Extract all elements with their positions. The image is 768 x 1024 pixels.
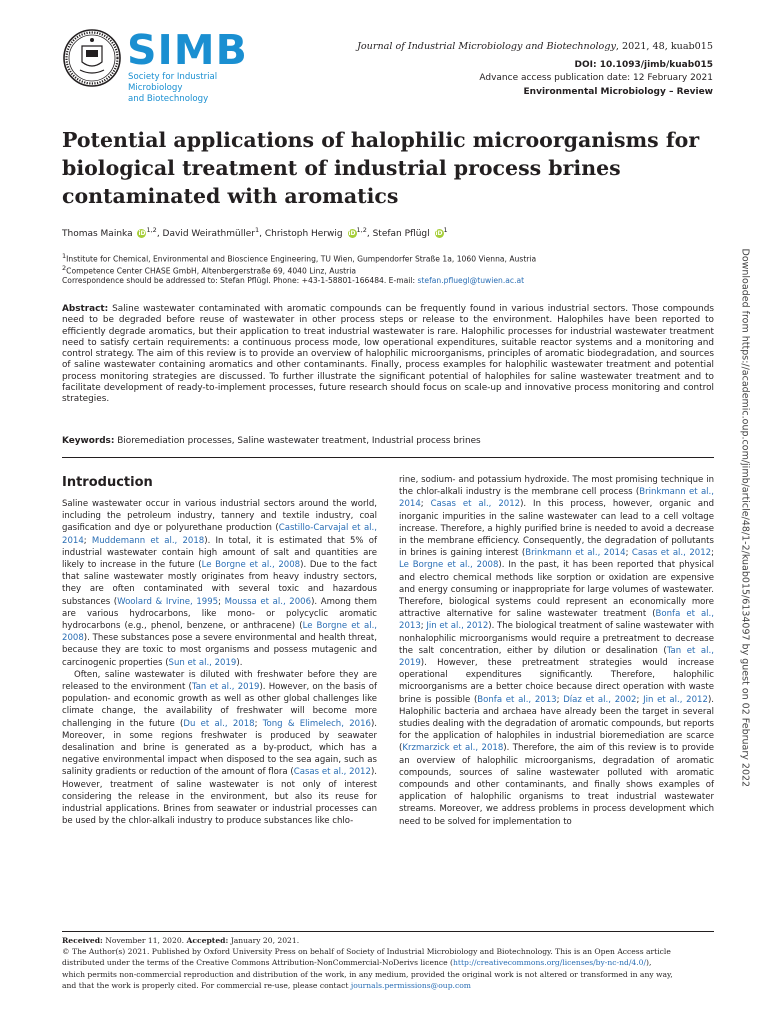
journal-citation bbox=[357, 40, 713, 53]
author-name[interactable]: David Weirathmüller bbox=[162, 229, 255, 239]
citation-link[interactable]: Tan et al., 2019 bbox=[191, 682, 260, 693]
footer-divider bbox=[62, 931, 714, 932]
license-line-4-text: and that the work is properly cited. For commercial re-use, please contact bbox=[62, 980, 351, 990]
abstract-text: Saline wastewater contaminated with aromatic compounds can be frequently found in various industrial sectors. Those compounds need to be degraded before reuse of wastewater in other process steps or release to the environment. Halophiles have been reported to efficiently degrade aromatics, but their application to treat industrial wastewater is rare. Halophilic processes for industrial wastewater treatment need to satisfy certain requirements: a continuous process mode, low operational expenditures, suitable reactor systems and a monitoring and control strategy. The aim of this review is to provide an overview of halophilic microorganisms, principles of aromatic biodegradation, and sources of saline wastewater containing aromatics and other contaminants. Finally, process examples for halophilic wastewater treatment and potential process monitoring strategies are discussed. To further illustrate the significant potential of halophiles for saline wastewater treatment and to facilitate development of ready-to-implement processes, future research should focus on scale-up and innovative process monitoring and control strategies. bbox=[62, 304, 714, 405]
body-paragraph: Often, saline wastewater is diluted with freshwater before they are released to the environment (Tan et al., 2019). However, on the basis of population- and economic growth as well as other global challenges like climate change, the availability of freshwater will become more challenging in the future (Du et al., 2018; Tong & Elimelech, 2016). Moreover, in some regions freshwater is produced by seawater desalination and brine is generated as a by-product, which has a negative environmental impact when disposed to the sea again, such as salinity gradients or reduction of the amount of flora (Casas et al., 2012). However, treatment of saline wastewater is not only of interest considering the release in the environment, but also its reuse for industrial applications. Brines from seawater or industrial processes can be used by the chlor-alkali industry to produce substances like chlo- bbox=[62, 669, 378, 827]
author-affiliation-marker: 1 bbox=[254, 226, 260, 234]
accepted-date: January 20, 2021. bbox=[230, 936, 300, 945]
keywords-label: Keywords: bbox=[62, 436, 115, 446]
logo-subtitle-line-1: Society for Industrial Microbiology bbox=[128, 72, 218, 93]
advance-access-date: Advance access publication date: 12 February 2021 bbox=[479, 73, 713, 83]
logo-subtitle-line-2: and Biotechnology bbox=[128, 94, 209, 104]
orcid-icon[interactable]: iD bbox=[138, 230, 146, 237]
journal-name: Journal of Industrial Microbiology and Biotechnology bbox=[357, 41, 616, 52]
keywords-text: Bioremediation processes, Saline wastewater treatment, Industrial process brines bbox=[117, 436, 481, 446]
citation-link[interactable]: Casas et al., 2012 bbox=[293, 767, 371, 778]
citation-link[interactable]: Bonfa et al., 2013 bbox=[399, 609, 714, 632]
correspondence-text: Correspondence should be addressed to: Stefan Pflügl. Phone: +43-1-58801-166484. E-mail: bbox=[62, 276, 418, 285]
citation-link[interactable]: Du et al., 2018 bbox=[183, 718, 255, 729]
article-section: Environmental Microbiology – Review bbox=[523, 87, 713, 97]
citation-link[interactable]: Jin et al., 2012 bbox=[426, 621, 489, 632]
received-label: Received: bbox=[62, 936, 103, 945]
correspondence-email-link[interactable]: stefan.pfluegl@tuwien.ac.at bbox=[417, 276, 525, 285]
citation-link[interactable]: Casas et al., 2012 bbox=[631, 548, 712, 559]
author-affiliation-marker: 1,2 bbox=[146, 226, 157, 234]
affiliation-2-text: Competence Center CHASE GmbH, Altenbergerstraße 69, 4040 Linz, Austria bbox=[66, 266, 357, 276]
license-line-2-end: ), bbox=[646, 958, 652, 968]
simb-logo-subtitle bbox=[128, 72, 248, 105]
correspondence bbox=[62, 275, 524, 286]
dates-line bbox=[62, 935, 717, 946]
body-column-right bbox=[399, 474, 714, 828]
citation-link[interactable]: Muddemann et al., 2018 bbox=[91, 535, 205, 546]
license-line-2-text: distributed under the terms of the Creative Commons Attribution-NonCommercial-NoDerivs licence ( bbox=[62, 958, 453, 968]
affiliation-1-text: Institute for Chemical, Environmental and Bioscience Engineering, TU Wien, Gumpendorfer Straße 1a, 1060 Vienna, Austria bbox=[66, 254, 537, 264]
author-affiliation-marker: 1 bbox=[443, 226, 448, 234]
license-line-3: which permits non-commercial reproduction and distribution of the work, in any medium, provided the original work is not altered or transformed in any way, bbox=[62, 969, 673, 979]
author-list: Thomas Mainka iD$^{1,2}$, David Weirathmüller$^1$, Christoph Herwig iD$^{1,2}$, Stefan Pflügl $iD^1$ bbox=[62, 226, 448, 239]
citation-link[interactable]: Díaz et al., 2002 bbox=[563, 694, 637, 705]
simb-logo-wordmark: SIMB bbox=[127, 26, 248, 74]
divider bbox=[62, 457, 714, 458]
received-date: November 11, 2020. bbox=[105, 936, 185, 945]
citation-link[interactable]: Bonfa et al., 2013 bbox=[477, 694, 557, 705]
abstract-label: Abstract: bbox=[62, 304, 109, 314]
citation-link[interactable]: Tong & Elimelech, 2016 bbox=[262, 718, 371, 729]
download-watermark bbox=[737, 248, 751, 788]
accepted-label: Accepted: bbox=[186, 936, 229, 945]
citation-link[interactable]: Le Borgne et al., 2008 bbox=[201, 560, 301, 571]
license-line-2 bbox=[62, 957, 717, 968]
citation-link[interactable]: Krzmarzick et al., 2018 bbox=[402, 743, 504, 754]
citation-link[interactable]: Casas et al., 2012 bbox=[430, 499, 521, 510]
keywords bbox=[62, 436, 714, 446]
license-url-link[interactable]: http://creativecommons.org/licenses/by-nc-nd/4.0/ bbox=[453, 958, 647, 968]
citation-link[interactable]: Castillo-Carvajal et al., 2014 bbox=[62, 523, 377, 546]
author-name[interactable]: Stefan Pflügl bbox=[372, 229, 430, 239]
citation-link[interactable]: Jin et al., 2012 bbox=[643, 694, 708, 705]
author-name[interactable]: Thomas Mainka bbox=[62, 229, 133, 239]
body-paragraph: rine, sodium- and potassium hydroxide. The most promising technique in the chlor-alkali industry is the membrane cell process (Brinkmann et al., 2014; Casas et al., 2012). In this process, however, organic and inorganic impurities in the saline wastewater can lead to a cell voltage increase. Therefore, a highly purified brine is needed to avoid a decrease in the membrane efficiency. Consequently, the degradation of pollutants in brines is gaining interest (Brinkmann et al., 2014; Casas et al., 2012; Le Borgne et al., 2008). In the past, it has been reported that physical and electro chemical methods like sorption or oxidation are expensive and energy consuming or inappropriate for large volumes of wastewater. Therefore, biological systems could represent an economically more attractive alternative for saline wastewater treatment (Bonfa et al., 2013; Jin et al., 2012). The biological treatment of saline wastewater with nonhalophilic microorganisms would require a pretreatment to decrease the salt concentration, either by dilution or desalination (Tan et al., 2019). However, these pretreatment strategies would increase operational expenditures significantly. Therefore, halophilic microorganisms are a better choice because direct operation with waste brine is possible (Bonfa et al., 2013; Díaz et al., 2002; Jin et al., 2012). Halophilic bacteria and archaea have already been the target in several studies dealing with the degradation of aromatic compounds, but reports for the application of halophiles in industrial bioremediation are scarce (Krzmarzick et al., 2018). Therefore, the aim of this review is to provide an overview of halophilic microorganisms, degradation of aromatic compounds, sources of saline wastewater polluted with aromatic compounds and other contaminants, and finally shows examples of application of halophilic organisms to treat industrial wastewater streams. Moreover, we address problems in process development which need to be solved for implementation to bbox=[399, 475, 714, 827]
body-paragraph: Saline wastewater occur in various industrial sectors around the world, including the petroleum industry, tannery and textile industry, coal gasification and dye or polyurethane production (Castillo-Carvajal et al., 2014; Muddemann et al., 2018). In total, it is estimated that 5% of industrial wastewater contain high amount of salt and quantities are likely to increase in the future (Le Borgne et al., 2008). Due to the fact that saline wastewater mostly originates from heavy industry sectors, they are often contaminated with several toxic and hazardous substances (Woolard & Irvine, 1995; Moussa et al., 2006). Among them are various hydrocarbons, like mono- or polycyclic aromatic hydrocarbons (e.g., phenol, benzene, or anthracene) (Le Borgne et al., 2008). These substances pose a severe environmental and health threat, because they are toxic to most organisms and possess mutagenic and carcinogenic properties (Sun et al., 2019). bbox=[62, 499, 377, 668]
citation-link[interactable]: Le Borgne et al., 2008 bbox=[399, 560, 499, 571]
simb-seal-logo bbox=[62, 28, 122, 88]
affiliation-2: $^2$Competence Center CHASE GmbH, Altenbergerstraße 69, 4040 Linz, Austria bbox=[62, 264, 357, 276]
download-watermark-text: Downloaded from https://academic.oup.com/jimb/article/48/1-2/kuab015/6134097 by guest on 02 February 2022 bbox=[739, 248, 751, 788]
article-title: Potential applications of halophilic microorganisms for biological treatment of industrial process brines contaminated with aromatics bbox=[62, 128, 700, 208]
affiliation-1: $^1$Institute for Chemical, Environmental and Bioscience Engineering, TU Wien, Gumpendorfer Straße 1a, 1060 Vienna, Austria bbox=[62, 252, 537, 264]
license-line-1: © The Author(s) 2021. Published by Oxford University Press on behalf of Society of Industrial Microbiology and Biotechnology. This is an Open Access article bbox=[62, 947, 671, 957]
author-name[interactable]: Christoph Herwig bbox=[264, 229, 343, 239]
doi[interactable]: DOI: 10.1093/jimb/kuab015 bbox=[574, 60, 713, 70]
orcid-icon[interactable]: iD bbox=[348, 230, 356, 237]
orcid-icon[interactable]: iD bbox=[435, 230, 443, 237]
body-column-left bbox=[62, 498, 377, 827]
permissions-email-link[interactable]: journals.permissions@oup.com bbox=[350, 980, 472, 990]
citation-link[interactable]: Woolard & Irvine, 1995 bbox=[117, 596, 219, 607]
author-affiliation-marker: 1,2 bbox=[356, 226, 367, 234]
citation-link[interactable]: Sun et al., 2019 bbox=[168, 657, 237, 668]
abstract bbox=[62, 304, 714, 406]
journal-ref: , 2021, 48, kuab015 bbox=[615, 41, 713, 52]
citation-link[interactable]: Tan et al., 2019 bbox=[399, 645, 714, 669]
citation-link[interactable]: Moussa et al., 2006 bbox=[224, 596, 312, 607]
section-heading-introduction: Introduction bbox=[62, 475, 153, 490]
citation-link[interactable]: Brinkmann et al., 2014 bbox=[399, 487, 714, 510]
article-footer bbox=[62, 935, 717, 991]
license-line-4 bbox=[62, 980, 717, 991]
citation-link[interactable]: Le Borgne et al., 2008 bbox=[62, 621, 377, 644]
citation-link[interactable]: Brinkmann et al., 2014 bbox=[525, 548, 626, 559]
